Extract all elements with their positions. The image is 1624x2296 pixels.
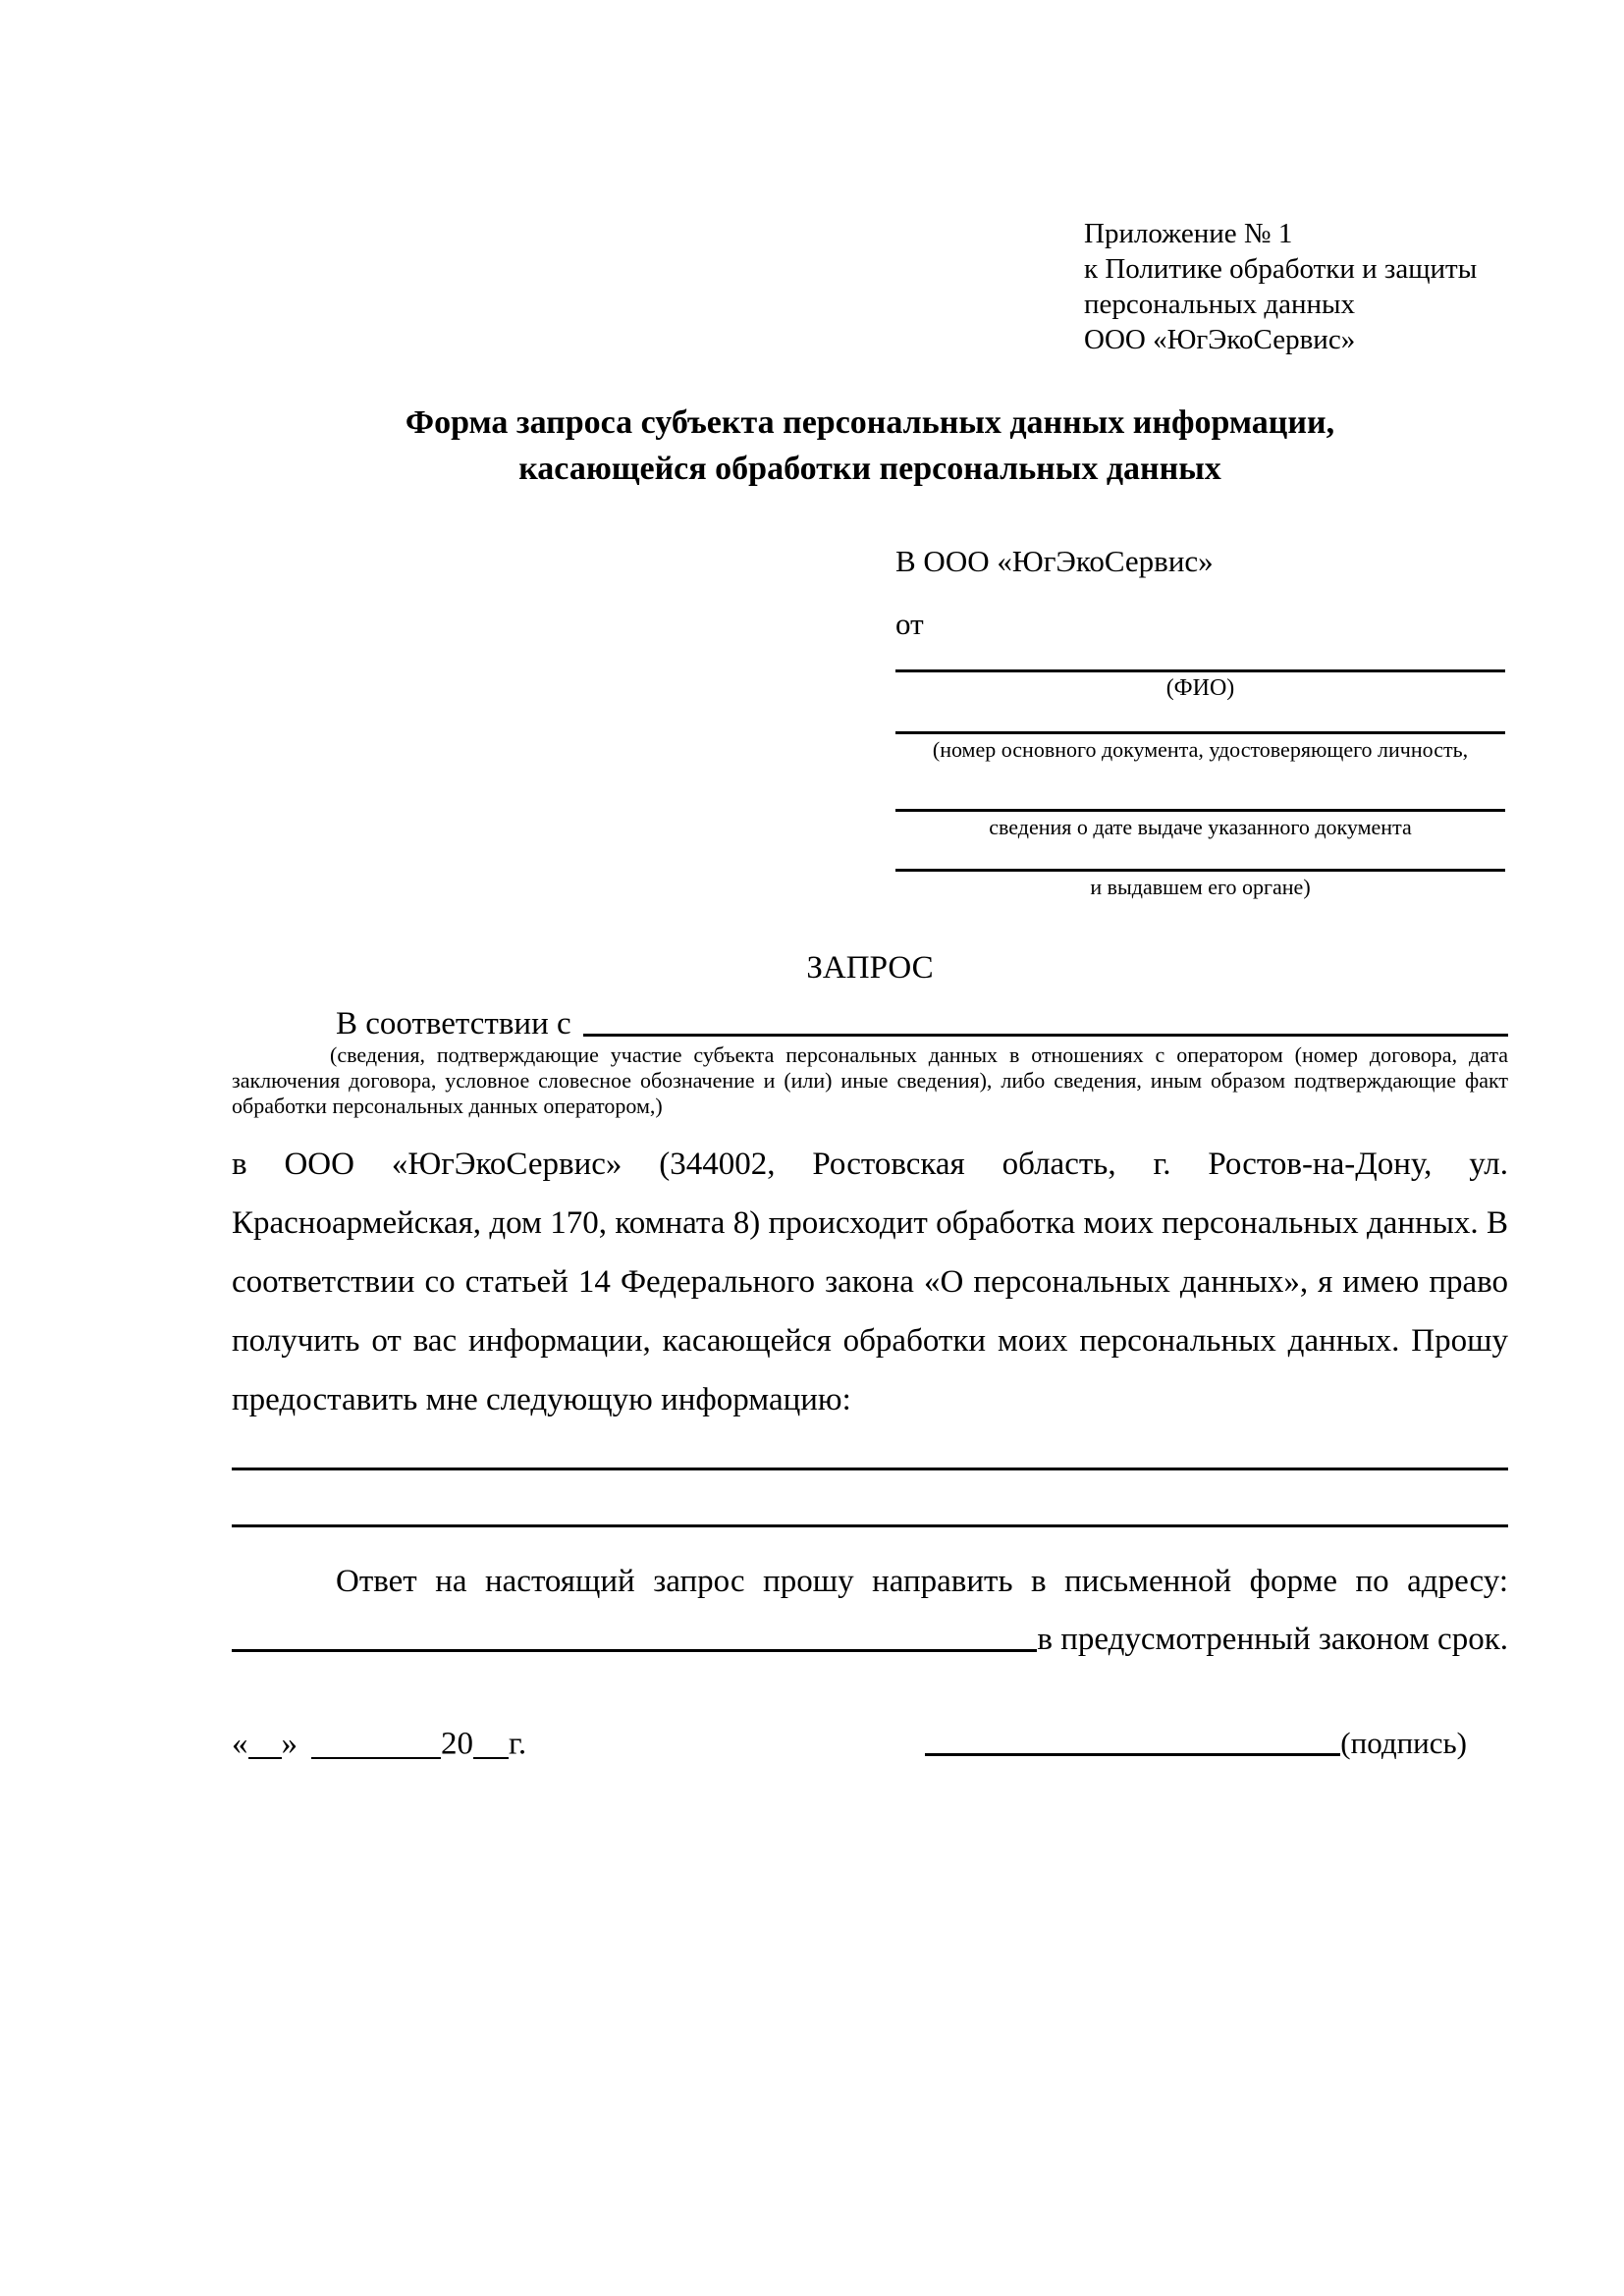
form-title-line-2: касающейся обработки персональных данных (518, 451, 1221, 487)
request-heading: ЗАПРОС (806, 950, 934, 986)
appendix-line-2: к Политике обработки и защиты (1084, 253, 1478, 285)
date-quote-open: « (232, 1726, 248, 1762)
appendix-header (1084, 216, 1477, 357)
address-fill-line (232, 1649, 1037, 1652)
document-number-caption: (номер основного документа, удостоверяющего личность, (932, 737, 1469, 762)
fio-caption: (ФИО) (1165, 675, 1235, 701)
issuer-fill-line (895, 869, 1505, 872)
date-row (232, 1724, 526, 1763)
signature-fill-line (925, 1753, 1340, 1756)
recipient-from-label: от (895, 607, 924, 641)
form-title-line-1: Форма запроса субъекта персональных данных информации, (405, 404, 1335, 441)
signature-row (925, 1718, 1467, 1761)
reply-address-row (232, 1613, 1508, 1658)
info-fill-line-2 (232, 1524, 1508, 1527)
date-year: 20 (441, 1726, 473, 1762)
request-body: в ООО «ЮгЭкоСервис» (344002, Ростовская область, г. Ростов-на-Дону, ул. Красноармейская, дом 170, комната 8) происходит обработка моих персональных данных. В соответствии со статьей 14 Федерального закона «О персональных данных», я имею право получить от вас информации, касающейся обработки моих персональных данных. Прошу предоставить мне следующую информацию: (232, 1147, 1508, 1417)
issue-date-fill-line (895, 809, 1505, 812)
intro-row (232, 1001, 1508, 1042)
date-year-blank (473, 1724, 509, 1759)
appendix-line-1: Приложение № 1 (1084, 218, 1293, 249)
appendix-line-4: ООО «ЮгЭкоСервис» (1084, 324, 1356, 355)
issue-date-caption: сведения о дате выдаче указанного документа (989, 815, 1412, 839)
date-year-suffix: г. (509, 1726, 527, 1762)
form-title (232, 400, 1508, 492)
signature-caption: (подпись) (1340, 1726, 1467, 1760)
reply-intro: Ответ на настоящий запрос прошу направить в письменной форме по адресу: (336, 1564, 1508, 1599)
basis-footnote: (сведения, подтверждающие участие субъекта персональных данных в отношениях с оператором (номер договора, дата заключения договора, условное словесное обозначение и (или) иные сведения), либо сведения, иным образом подтверждающие факт обработки персональных данных оператором,) (232, 1042, 1508, 1118)
info-fill-line-1 (232, 1468, 1508, 1470)
date-quote-close: » (281, 1726, 298, 1762)
issuer-caption: и выдавшем его органе) (1090, 875, 1311, 899)
basis-fill-line (583, 1034, 1508, 1037)
fio-fill-line (895, 669, 1505, 672)
date-month-blank (311, 1724, 441, 1759)
intro-text: В соответствии с (336, 1006, 571, 1041)
date-day-blank (248, 1724, 282, 1759)
reply-tail: в предусмотренный законом срок. (1037, 1622, 1508, 1657)
appendix-line-3: персональных данных (1084, 289, 1356, 320)
document-number-fill-line (895, 731, 1505, 734)
recipient-to: В ООО «ЮгЭкоСервис» (895, 544, 1214, 578)
